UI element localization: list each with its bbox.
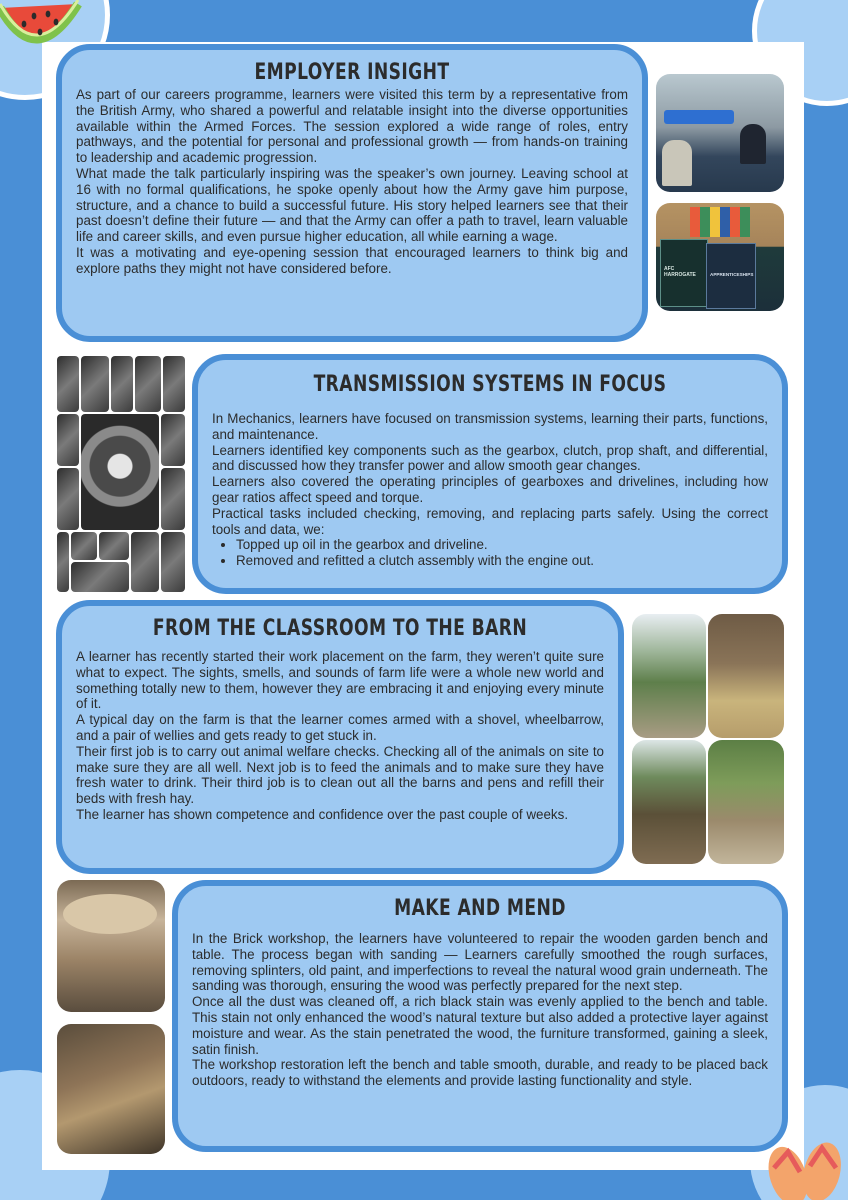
leaflet-text-2: APPRENTICESHIPS — [710, 272, 754, 277]
mend-paragraph-3: The workshop restoration left the bench and table smooth, durable, and ready to be placed back outdoors, ready to withstand the elements and provide lasting functionality and style. — [192, 1057, 768, 1089]
barn-paragraph-3: Their first job is to carry out animal welfare checks. Checking all of the animals on site to make sure they are all well. Next job is to feed the animals and to make sure they have fresh water to drink. Their third job is to clean out all the barns and pens and refill their beds with fresh hay. — [76, 743, 604, 807]
barn-paragraph-4: The learner has shown competence and confidence over the past couple of weeks. — [76, 806, 569, 822]
classroom-photo — [656, 74, 784, 192]
transmission-paragraph-2: Learners identified key components such as the gearbox, clutch, prop shaft, and differential, and discussed how they transfer power and allow smooth gear changes. — [212, 442, 768, 474]
transmission-panel — [192, 354, 788, 594]
employer-paragraph-2: What made the talk particularly inspiring was the speaker’s own journey. Leaving school at 16 with no formal qualifications, he spoke openly about how the Army gave him purpose, structure, and a chance to build a successful future. His story helped learners see that their past doesn’t define their future — and that the Army can offer a path to travel, learn valuable life and career skills, and even pursue higher education, all while earning a wage. — [76, 165, 628, 245]
barn-title: FROM THE CLASSROOM TO THE BARN — [152, 616, 528, 641]
bench-photo-1 — [57, 880, 165, 1012]
employer-insight-panel — [56, 44, 648, 342]
transmission-paragraph-4: Practical tasks included checking, removing, and replacing parts safely. Using the correct tools and data, we: — [212, 505, 768, 537]
barn-paragraph-2: A typical day on the farm is that the learner comes armed with a shovel, wheelbarrow, and a pair of wellies and gets ready to get stuck in. — [76, 712, 604, 743]
employer-insight-title: EMPLOYER INSIGHT — [254, 60, 450, 85]
farm-photo-1 — [632, 614, 706, 738]
farm-photo-2 — [708, 614, 784, 738]
barn-panel — [56, 600, 624, 874]
farm-photo-4 — [708, 740, 784, 864]
farm-photo-3 — [632, 740, 706, 864]
transmission-paragraph-1: In Mechanics, learners have focused on transmission systems, learning their parts, functions, and maintenance. — [212, 411, 768, 442]
list-item: • Topped up oil in the gearbox and driveline. — [236, 537, 768, 553]
mechanics-collage — [57, 356, 185, 592]
transmission-bullet-list — [212, 537, 768, 569]
bench-photo-2 — [57, 1024, 165, 1154]
mend-paragraph-2: Once all the dust was cleaned off, a rich black stain was evenly applied to the bench and table. This stain not only enhanced the wood’s natural texture but also added a protective layer against moisture and wear. As the stain penetrated the wood, the furniture transformed, gaining a sleek, satin finish. — [192, 994, 768, 1057]
employer-paragraph-1: As part of our careers programme, learners were visited this term by a representative from the British Army, who shared a powerful and relatable insight into the diverse opportunities available within the Armed Forces. The session explored a wide range of roles, entry pathways, and the potential for personal and professional growth — from hands-on training to leadership and academic progression. — [76, 87, 628, 166]
leaflets-photo — [656, 203, 784, 311]
barn-paragraph-1: A learner has recently started their work placement on the farm, they weren’t quite sure what to expect. The sights, smells, and sounds of farm life were a whole new world and something totally new to them, however they are embracing it and enjoying every minute of it. — [76, 649, 604, 712]
make-and-mend-title: MAKE AND MEND — [394, 896, 566, 921]
make-and-mend-panel — [172, 880, 788, 1152]
mend-paragraph-1: In the Brick workshop, the learners have volunteered to repair the wooden garden bench and table. The process began with sanding — Learners carefully smoothed the rough surfaces, removing splinters, old paint, and imperfections to reveal the natural wood grain underneath. The sanding was thorough, ensuring the wood was perfectly prepared for the next step. — [192, 931, 768, 994]
list-item: • Removed and refitted a clutch assembly with the engine out. — [236, 553, 768, 569]
transmission-title: TRANSMISSION SYSTEMS IN FOCUS — [313, 372, 667, 397]
transmission-paragraph-3: Learners also covered the operating principles of gearboxes and drivelines, including how gear ratios affect speed and torque. — [212, 474, 768, 505]
leaflet-text-1: AFC HARROGATE — [664, 266, 696, 278]
employer-paragraph-3: It was a motivating and eye-opening session that encouraged learners to think big and explore paths they might not have considered before. — [76, 244, 628, 276]
